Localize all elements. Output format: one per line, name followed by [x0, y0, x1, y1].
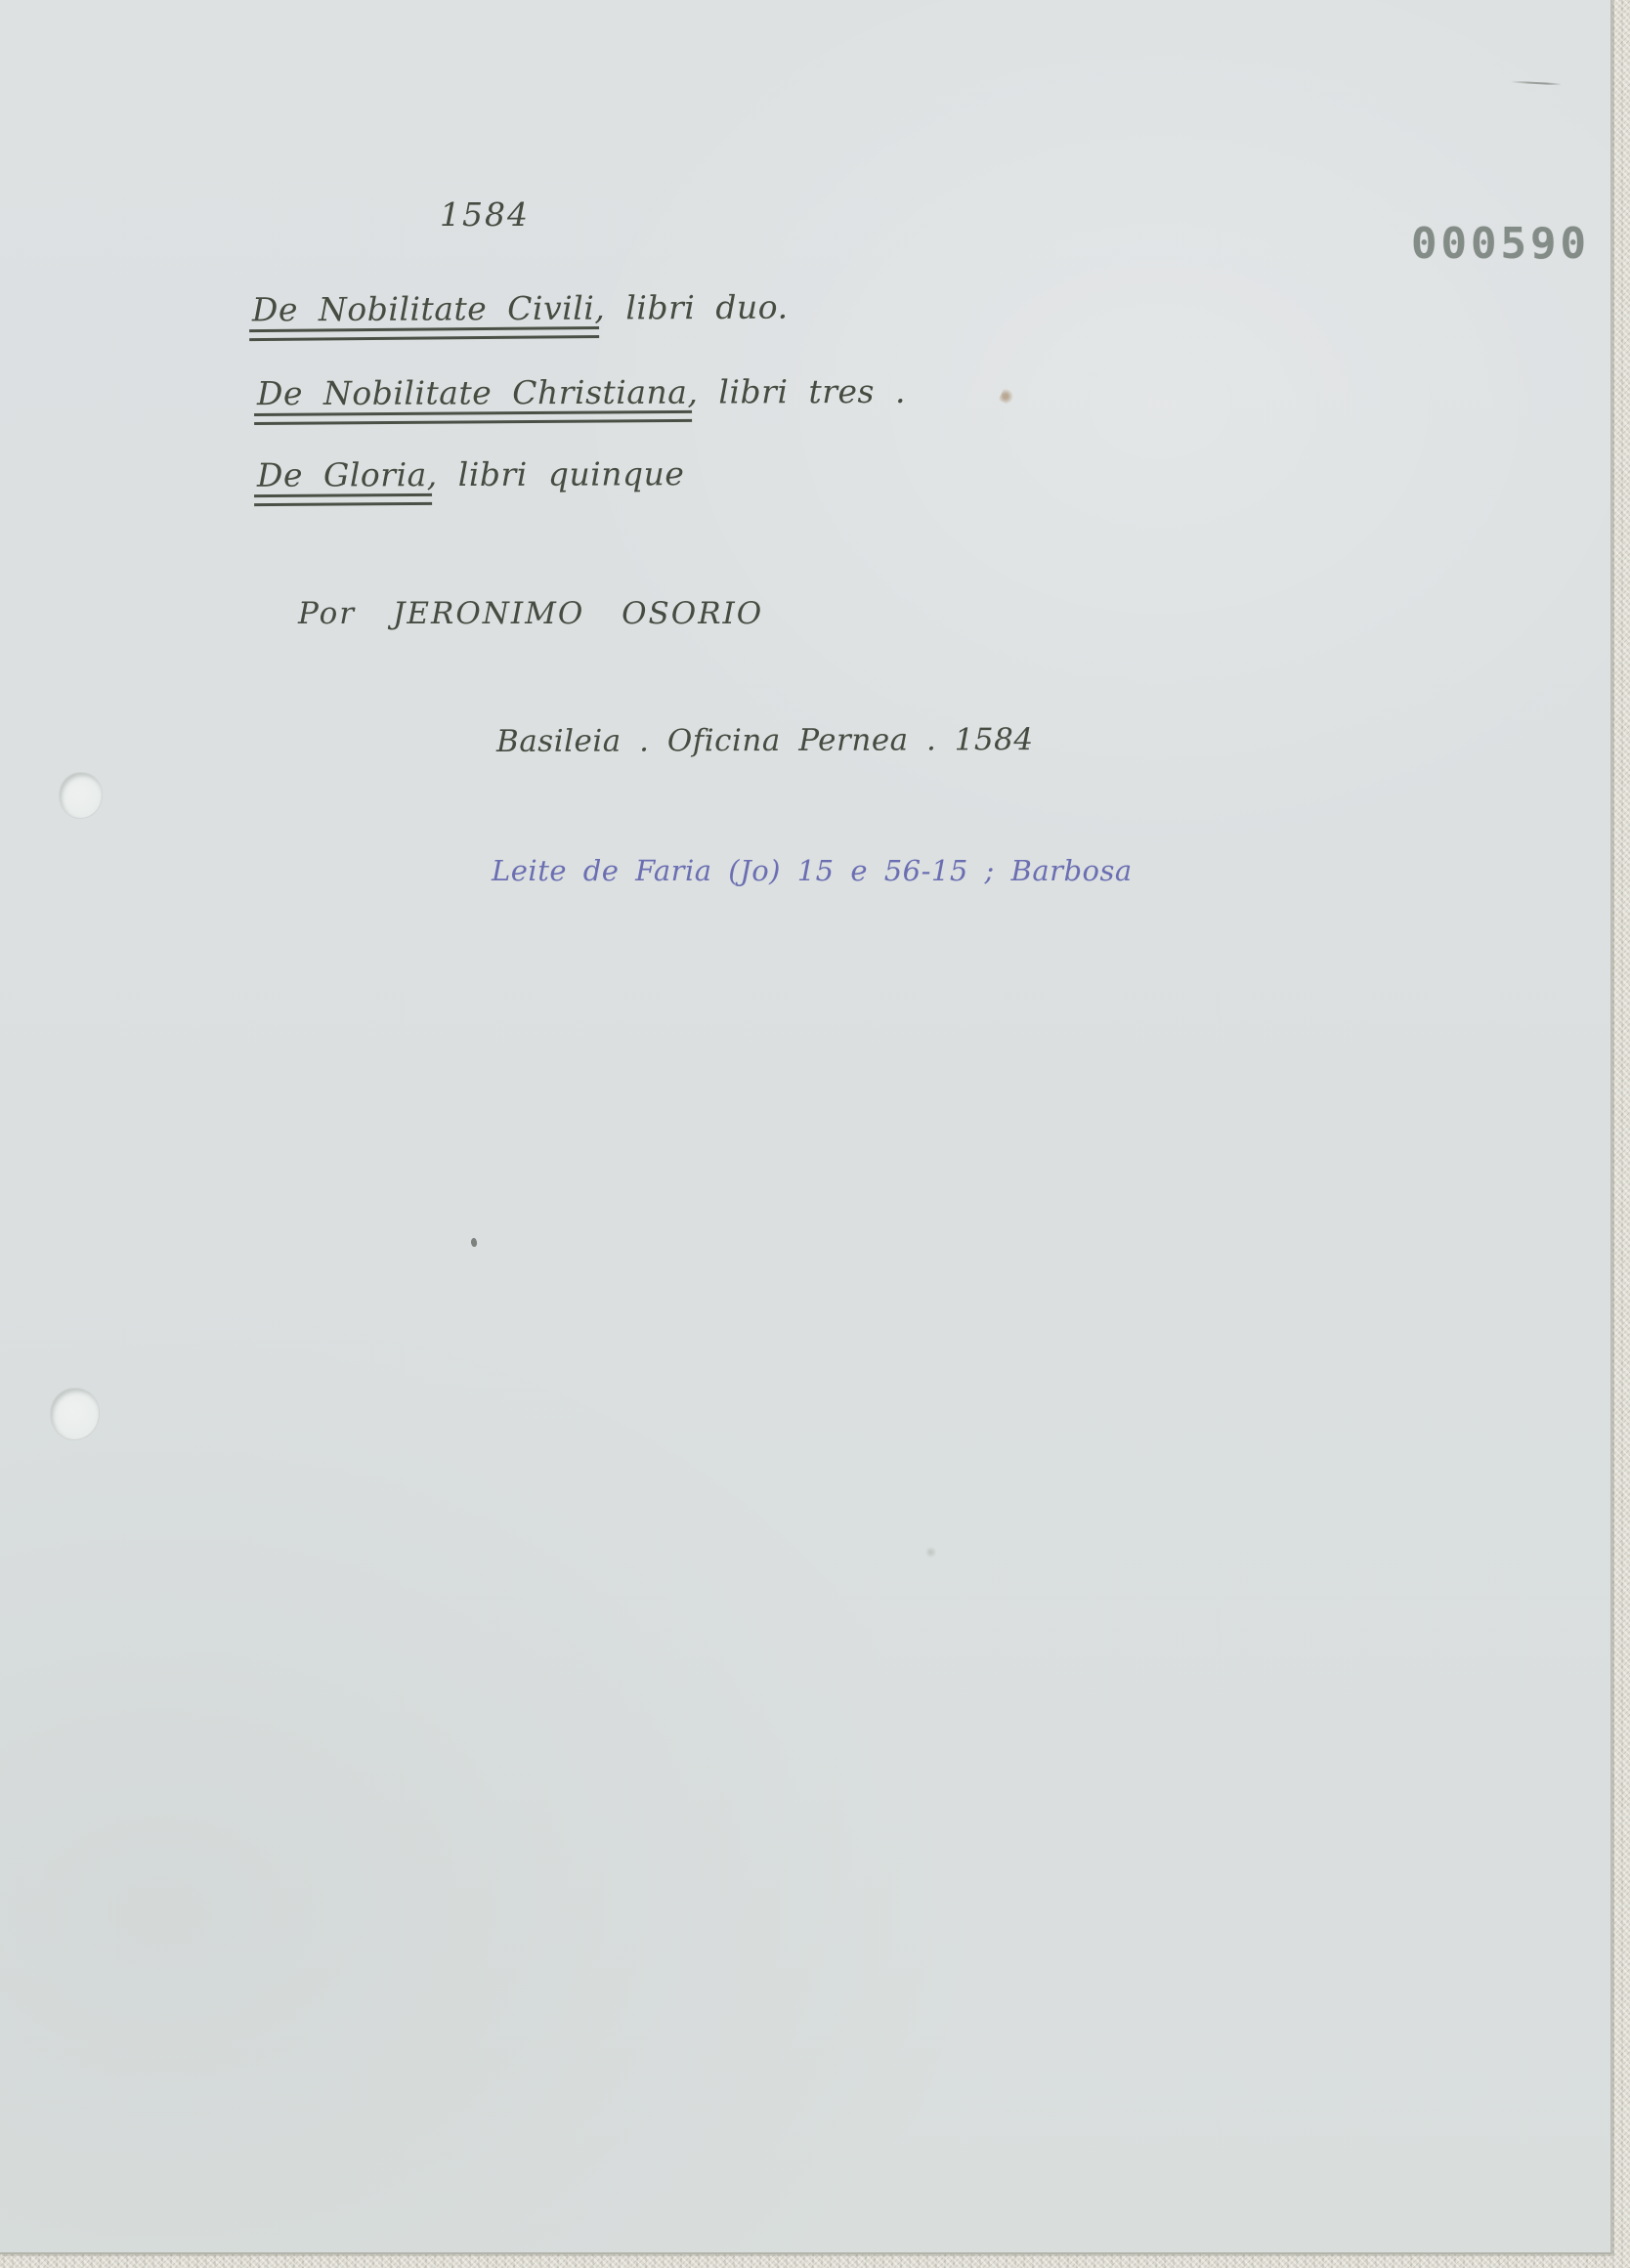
entry-title: De Nobilitate Civili — [252, 289, 595, 333]
entry-line — [257, 372, 906, 416]
year-annotation: 1584 — [440, 195, 530, 234]
entry-title: De Nobilitate Christiana — [257, 373, 688, 417]
reference-line: Leite de Faria (Jo) 15 e 56-15 ; Barbosa — [492, 854, 1133, 887]
hole-punch-top — [60, 773, 102, 818]
author-line: Por JERONIMO OSORIO — [298, 596, 764, 631]
entry-title: De Gloria — [257, 455, 427, 498]
stamp-number: 000590 — [1411, 219, 1590, 269]
hole-punch-bottom — [51, 1389, 99, 1439]
entry-rest: , libri duo. — [594, 287, 789, 327]
entry-rest: , libri quinque — [426, 454, 685, 494]
entry-line — [257, 454, 685, 498]
entry-line — [252, 288, 789, 333]
paper-speck — [925, 1547, 936, 1558]
imprint-line: Basileia . Oficina Pernea . 1584 — [495, 722, 1034, 759]
entry-rest: , libri tres . — [687, 371, 906, 411]
